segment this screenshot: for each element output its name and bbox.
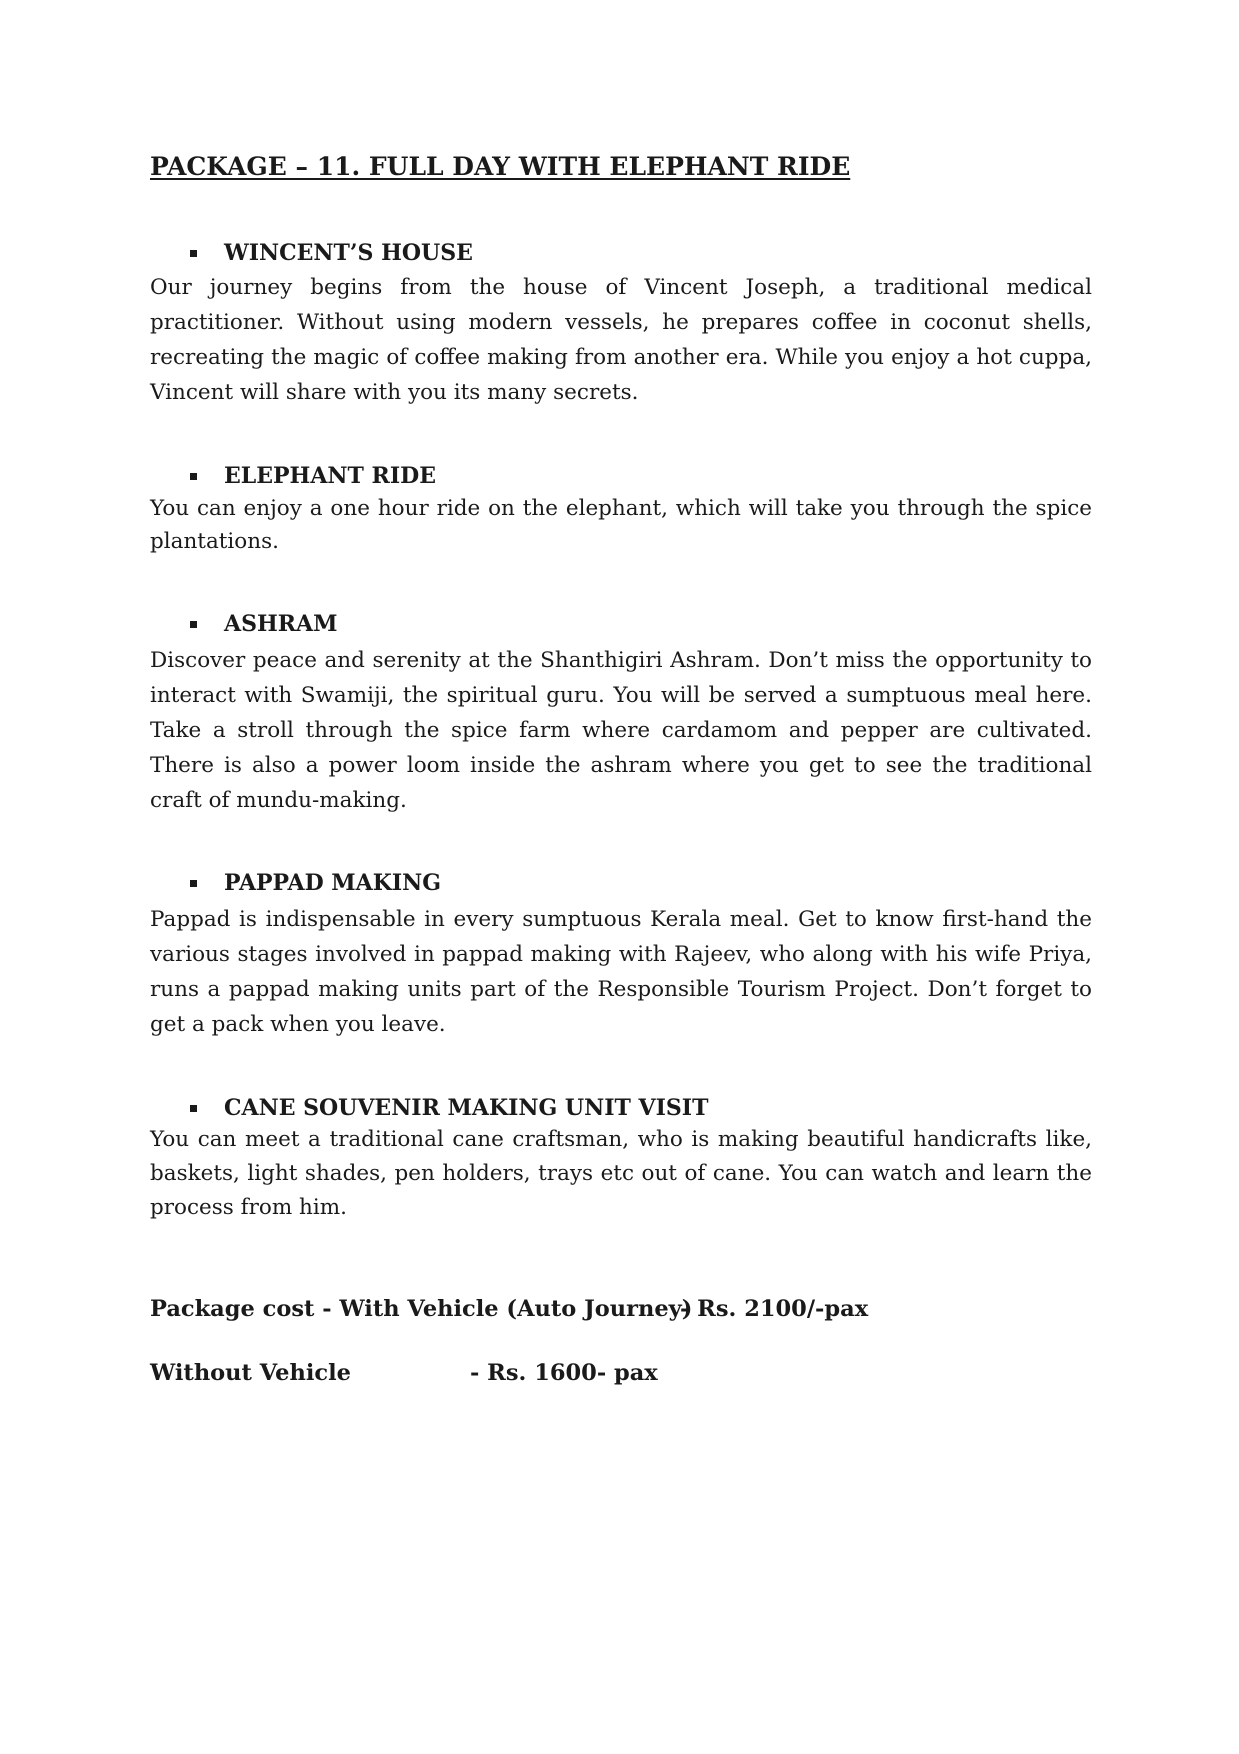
section-ashram: [150, 609, 1092, 818]
section-heading: ASHRAM: [224, 611, 338, 637]
section-body: Pappad is indispensable in every sumptuous Kerala meal. Get to know first-hand the various stages involved in pappad making with Rajeev, who along with his wife Priya, runs a pappad making units part of the Responsible Tourism Project. Don’t forget to get a pack when you leave.: [150, 907, 1092, 1037]
section-heading-row: [190, 609, 1092, 639]
bullet-icon: [190, 250, 197, 257]
section-body: Discover peace and serenity at the Shanthigiri Ashram. Don’t miss the opportunity to interact with Swamiji, the spiritual guru. You will be served a sumptuous meal here. Take a stroll through the spice farm where cardamom and pepper are cultivated. There is also a power loom inside the ashram where you get to see the traditional craft of mundu-making.: [150, 648, 1092, 813]
page-title: PACKAGE – 11. FULL DAY WITH ELEPHANT RIDE: [150, 152, 851, 181]
bullet-icon: [190, 473, 197, 480]
section-wincents-house: [150, 238, 1092, 410]
section-heading: ELEPHANT RIDE: [224, 463, 436, 489]
section-elephant-ride: [150, 461, 1092, 558]
section-heading-row: [190, 238, 1092, 268]
section-pappad-making: [150, 868, 1092, 1042]
bullet-icon: [190, 1105, 197, 1112]
price-without-vehicle-value: - Rs. 1600- pax: [470, 1360, 658, 1386]
price-with-vehicle-value: - Rs. 2100/-pax: [680, 1296, 869, 1322]
section-body: You can enjoy a one hour ride on the elephant, which will take you through the spice plantations.: [150, 496, 1092, 554]
section-cane-souvenir: [150, 1093, 1092, 1225]
section-heading-row: [190, 1093, 1092, 1123]
section-heading: WINCENT’S HOUSE: [224, 240, 473, 266]
bullet-icon: [190, 880, 197, 887]
section-body: Our journey begins from the house of Vincent Joseph, a traditional medical practitioner. Without using modern vessels, he prepares coffee in coconut shells, recreating the magic of coffee making from another era. While you enjoy a hot cuppa, Vincent will share with you its many secrets.: [150, 275, 1092, 405]
price-without-vehicle-label: Without Vehicle: [150, 1360, 351, 1386]
section-heading: PAPPAD MAKING: [224, 870, 442, 896]
section-body: You can meet a traditional cane craftsman, who is making beautiful handicrafts like, baskets, light shades, pen holders, trays etc out of cane. You can watch and learn the process from him.: [150, 1127, 1092, 1220]
section-heading-row: [190, 868, 1092, 898]
section-heading: CANE SOUVENIR MAKING UNIT VISIT: [224, 1095, 709, 1121]
section-heading-row: [190, 461, 1092, 491]
bullet-icon: [190, 621, 197, 628]
price-with-vehicle-label: Package cost - With Vehicle (Auto Journey): [150, 1296, 693, 1322]
